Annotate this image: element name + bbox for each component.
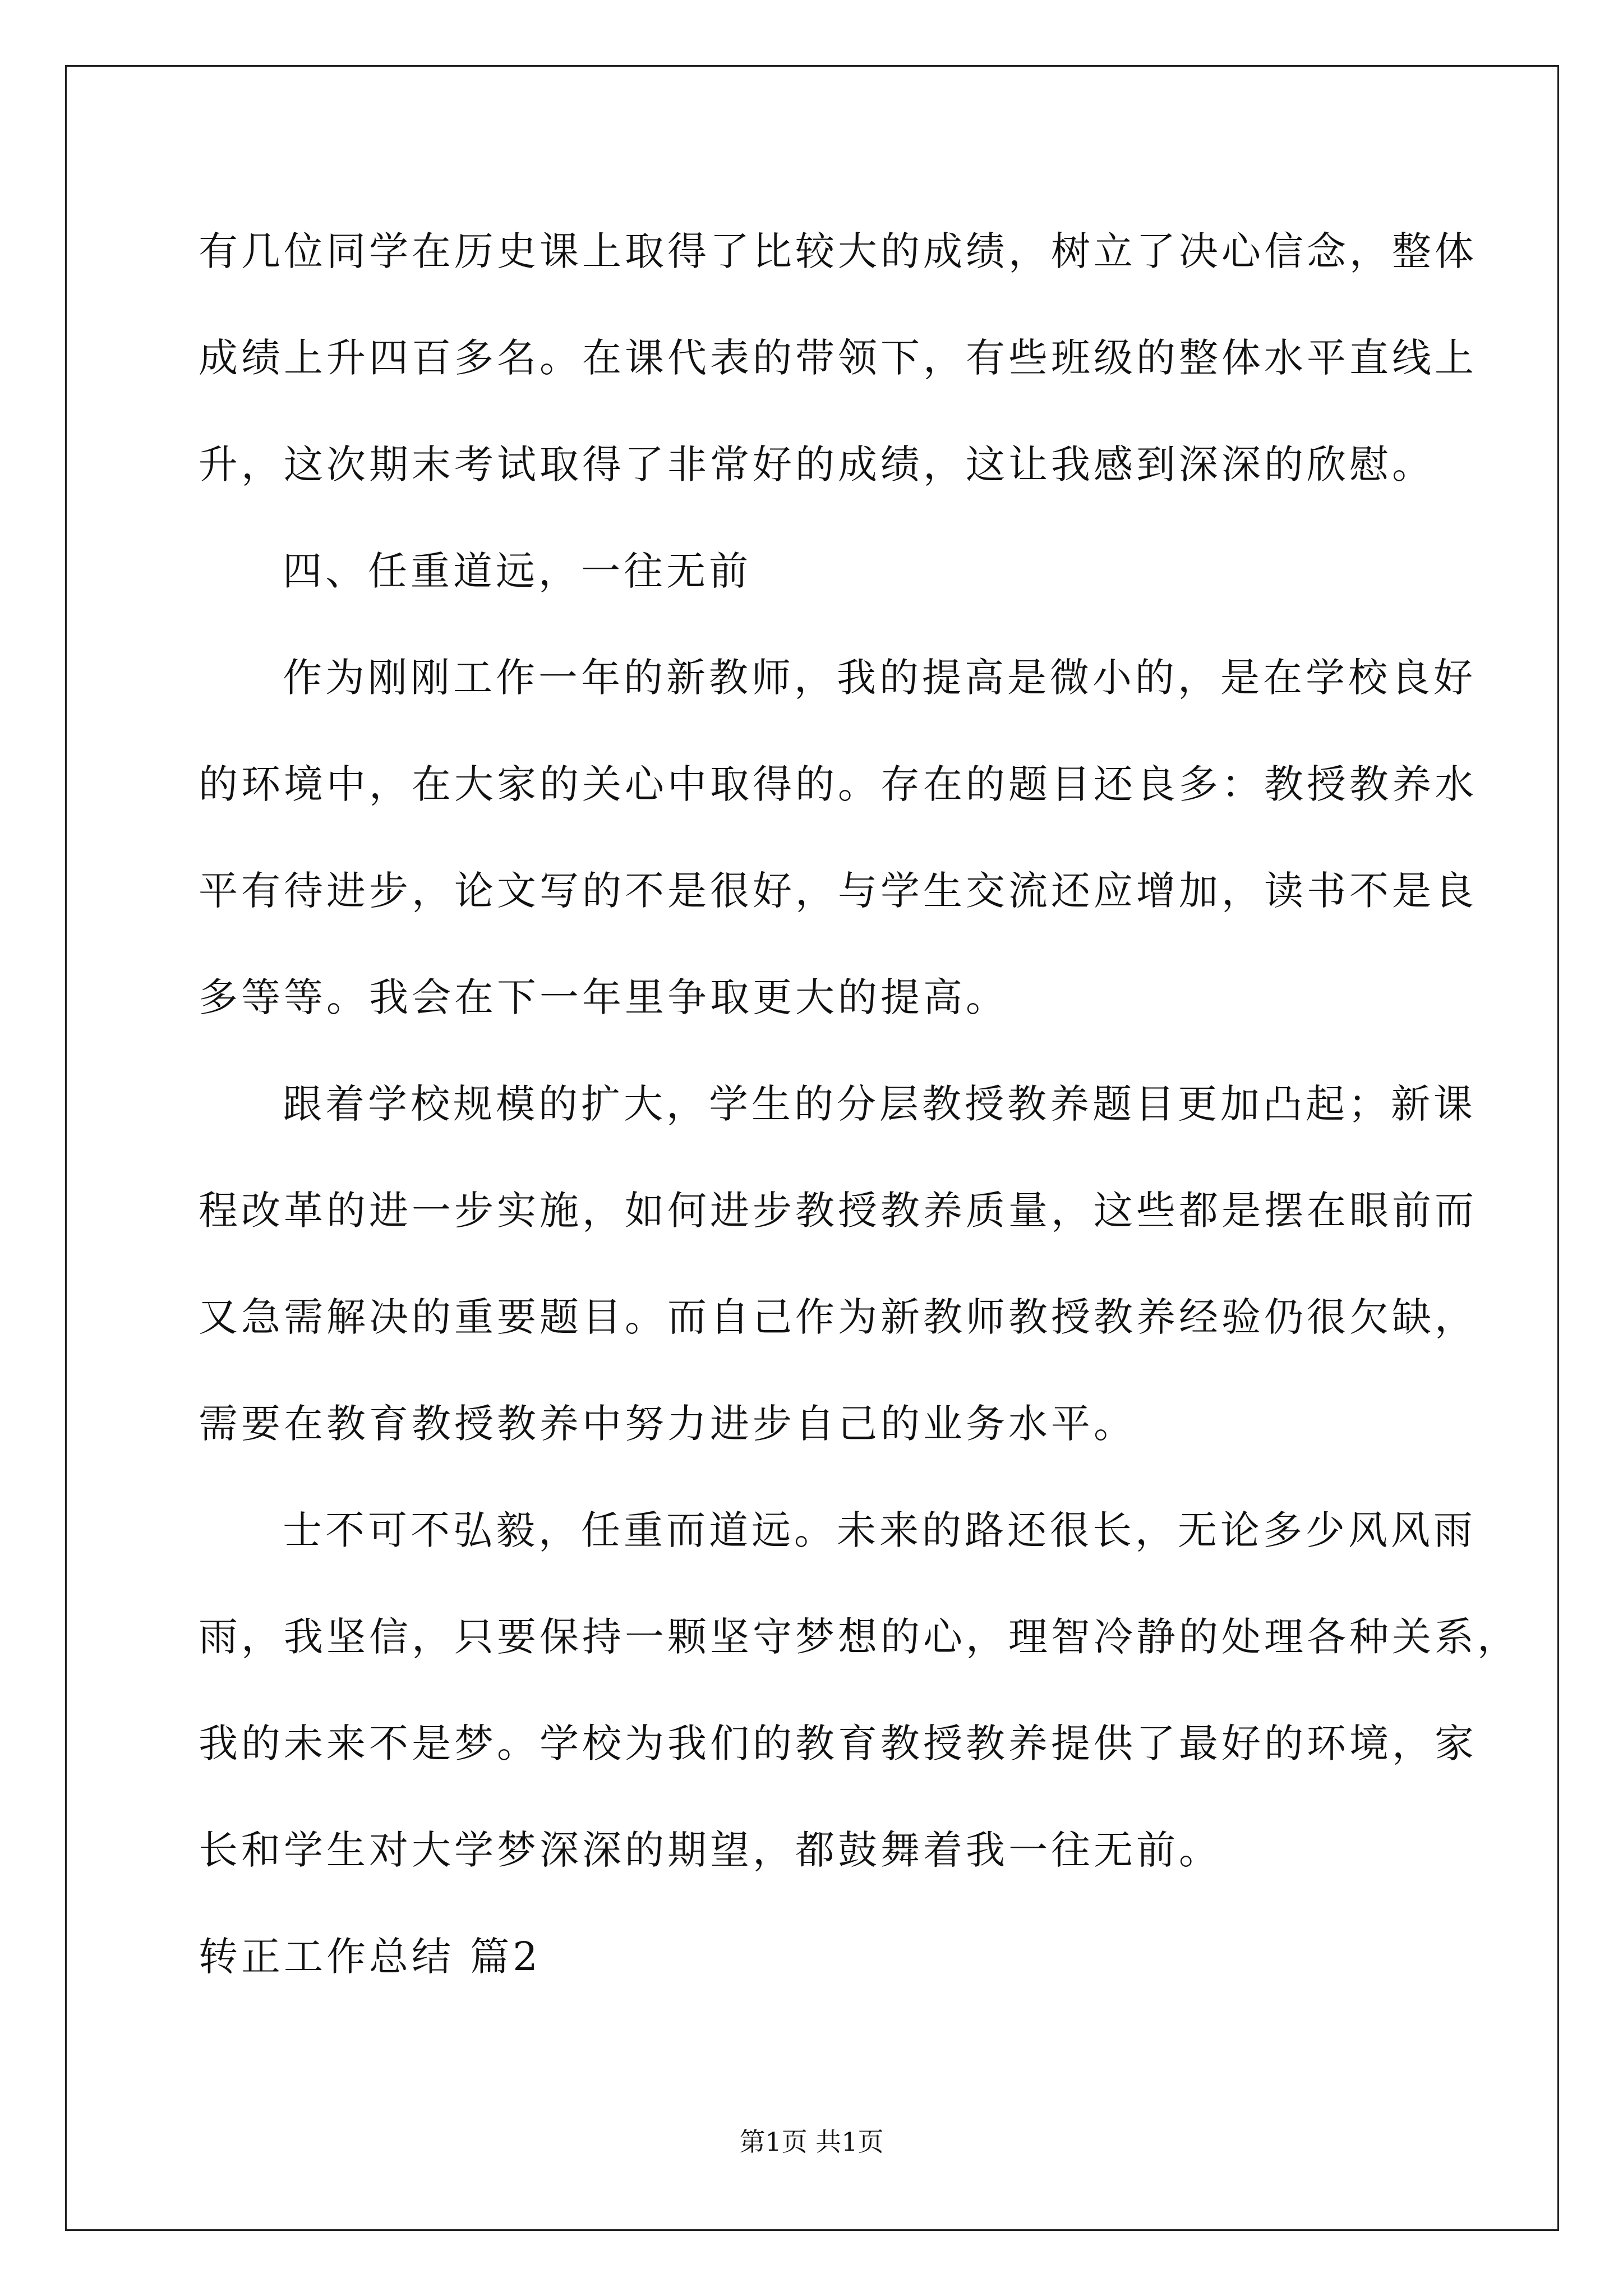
text-line: 成绩上升四百多名。在课代表的带领下，有些班级的整体水平直线上 bbox=[199, 335, 1477, 381]
text-line: 的环境中，在大家的关心中取得的。存在的题目还良多：教授教养水 bbox=[199, 761, 1477, 807]
document-subtitle: 转正工作总结 篇2 bbox=[199, 1934, 541, 1980]
text-line: 升，这次期末考试取得了非常好的成绩，这让我感到深深的欣慰。 bbox=[199, 441, 1435, 487]
text-line: 长和学生对大学梦深深的期望，都鼓舞着我一往无前。 bbox=[199, 1827, 1221, 1873]
document-body bbox=[199, 218, 1520, 2030]
text-line: 程改革的进一步实施，如何进步教授教养质量，这些都是摆在眼前而 bbox=[199, 1188, 1477, 1234]
text-line: 我的未来不是梦。学校为我们的教育教授教养提供了最好的环境，家 bbox=[199, 1720, 1477, 1766]
text-line: 平有待进步，论文写的不是很好，与学生交流还应增加，读书不是良 bbox=[199, 868, 1477, 914]
page-number: 第1页 共1页 bbox=[739, 2127, 884, 2157]
section-heading: 四、任重道远，一往无前 bbox=[283, 548, 751, 594]
text-line: 雨，我坚信，只要保持一颗坚守梦想的心，理智冷静的处理各种关系， bbox=[199, 1614, 1520, 1660]
text-line: 又急需解决的重要题目。而自己作为新教师教授教养经验仍很欠缺， bbox=[199, 1294, 1477, 1340]
text-line: 跟着学校规模的扩大，学生的分层教授教养题目更加凸起；新课 bbox=[283, 1081, 1476, 1127]
text-line: 士不可不弘毅，任重而道远。未来的路还很长，无论多少风风雨 bbox=[283, 1507, 1476, 1553]
text-line: 作为刚刚工作一年的新教师，我的提高是微小的，是在学校良好 bbox=[283, 655, 1476, 701]
text-line: 多等等。我会在下一年里争取更大的提高。 bbox=[199, 974, 1008, 1020]
text-line: 有几位同学在历史课上取得了比较大的成绩，树立了决心信念，整体 bbox=[199, 228, 1477, 274]
text-line: 需要在教育教授教养中努力进步自己的业务水平。 bbox=[199, 1401, 1136, 1447]
